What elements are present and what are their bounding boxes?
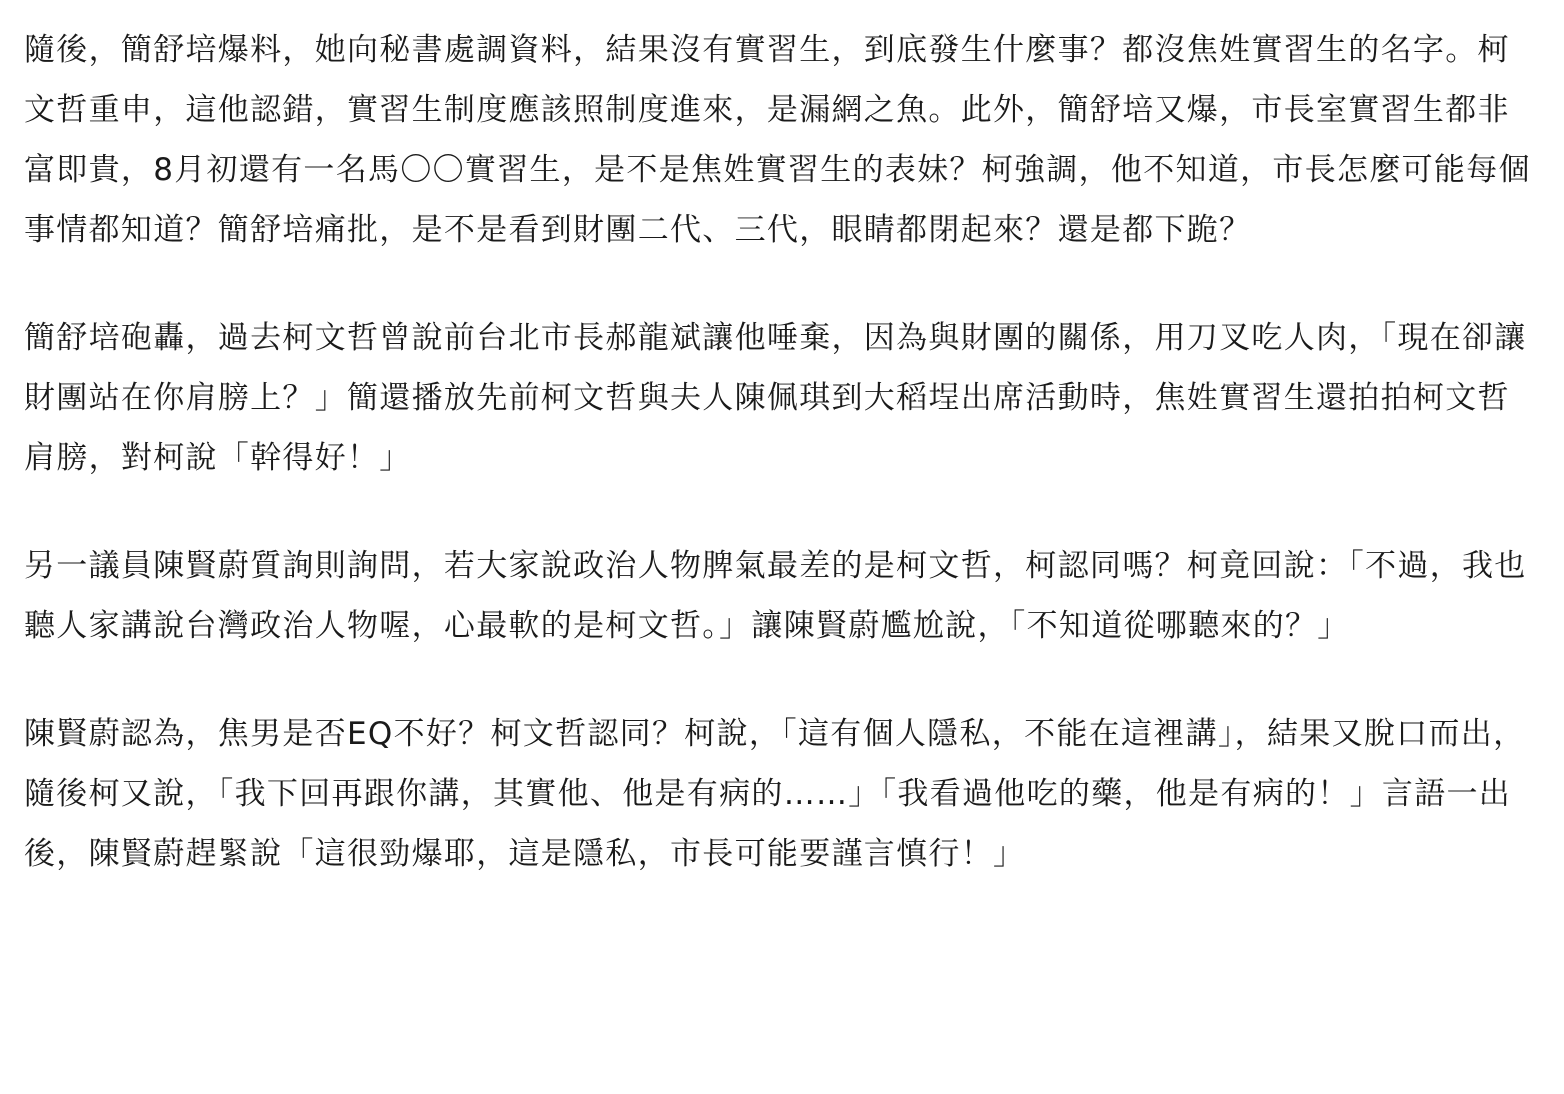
article-paragraph-4: 陳賢蔚認為，焦男是否EQ不好？柯文哲認同？柯說，「這有個人隱私，不能在這裡講」，結果又脫口而出，隨後柯又說，「我下回再跟你講，其實他、他是有病的……」「我看過他吃的藥，他是有病的！」言語一出後，陳賢蔚趕緊說「這很勁爆耶，這是隱私，市長可能要謹言慎行！」 bbox=[24, 716, 1526, 872]
article-paragraph-3: 另一議員陳賢蔚質詢則詢問，若大家說政治人物脾氣最差的是柯文哲，柯認同嗎？柯竟回說：「不過，我也聽人家講說台灣政治人物喔，心最軟的是柯文哲。」讓陳賢蔚尷尬說，「不知道從哪聽來的？」 bbox=[24, 548, 1527, 644]
article-paragraph-2: 簡舒培砲轟，過去柯文哲曾說前台北市長郝龍斌讓他唾棄，因為與財團的關係，用刀叉吃人肉，「現在卻讓財團站在你肩膀上？」簡還播放先前柯文哲與夫人陳佩琪到大稻埕出席活動時，焦姓實習生還拍拍柯文哲肩膀，對柯說「幹得好！」 bbox=[24, 320, 1527, 476]
article-body bbox=[24, 20, 1540, 884]
article-paragraph-1: 隨後，簡舒培爆料，她向秘書處調資料，結果沒有實習生，到底發生什麼事？都沒焦姓實習生的名字。柯文哲重申，這他認錯，實習生制度應該照制度進來，是漏網之魚。此外，簡舒培又爆，市長室實習生都非富即貴，8月初還有一名馬〇〇實習生，是不是焦姓實習生的表妹？柯強調，他不知道，市長怎麼可能每個事情都知道？簡舒培痛批，是不是看到財團二代、三代，眼睛都閉起來？還是都下跪？ bbox=[24, 32, 1531, 248]
